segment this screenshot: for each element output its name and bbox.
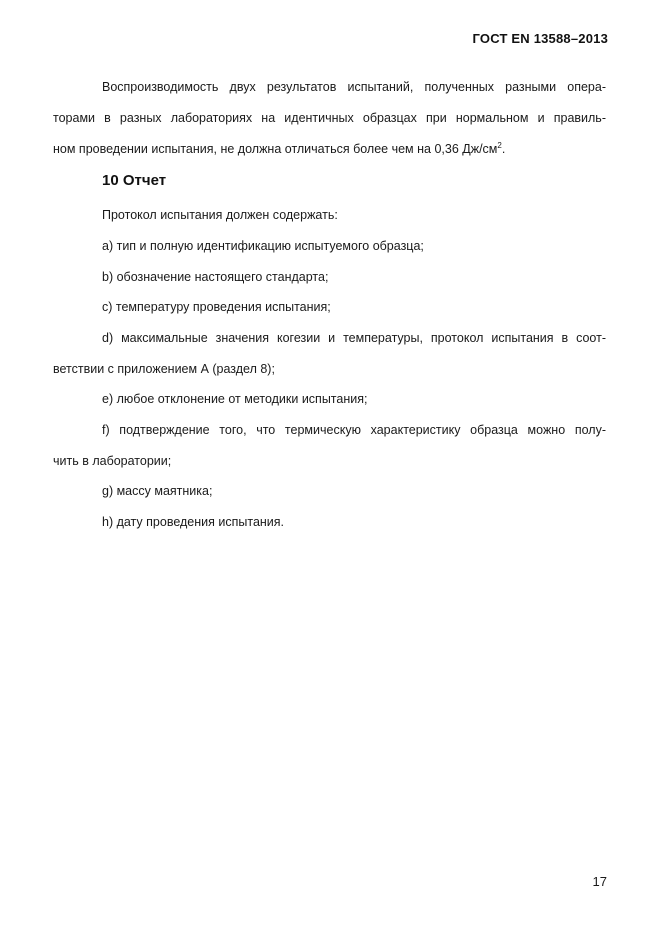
list-item-b: b) обозначение настоящего стандарта; bbox=[102, 270, 329, 284]
section-heading: 10 Отчет bbox=[102, 172, 167, 189]
intro-line-3-period: . bbox=[501, 142, 506, 156]
superscript-2: 2 bbox=[497, 141, 502, 150]
list-item-g: g) массу маятника; bbox=[102, 484, 213, 498]
list-item-f-line-1: f) подтверждение того, что термическую характеристику образца можно полу- bbox=[102, 423, 606, 437]
list-item-d-line-1: d) максимальные значения когезии и температуры, протокол испытания в соот- bbox=[102, 331, 606, 345]
list-item-c: c) температуру проведения испытания; bbox=[102, 300, 331, 314]
list-item-f-line-2: чить в лаборатории; bbox=[53, 454, 172, 468]
intro-line-3-text: ном проведении испытания, не должна отличаться более чем на 0,36 Дж/см bbox=[53, 142, 498, 156]
list-item-d-line-2: ветствии с приложением А (раздел 8); bbox=[53, 362, 275, 376]
list-item-h: h) дату проведения испытания. bbox=[102, 515, 285, 529]
section-lead: Протокол испытания должен содержать: bbox=[102, 208, 338, 222]
list-item-a: а) тип и полную идентификацию испытуемого образца; bbox=[102, 239, 424, 253]
document-code: ГОСТ EN 13588–2013 bbox=[472, 31, 608, 46]
intro-line-2: торами в разных лабораториях на идентичных образцах при нормальном и правиль- bbox=[53, 111, 606, 125]
list-item-e: e) любое отклонение от методики испытания; bbox=[102, 392, 368, 406]
intro-line-3 bbox=[53, 141, 606, 157]
intro-line-1: Воспроизводимость двух результатов испытаний, полученных разными опера- bbox=[102, 80, 606, 94]
page-number: 17 bbox=[592, 874, 607, 889]
